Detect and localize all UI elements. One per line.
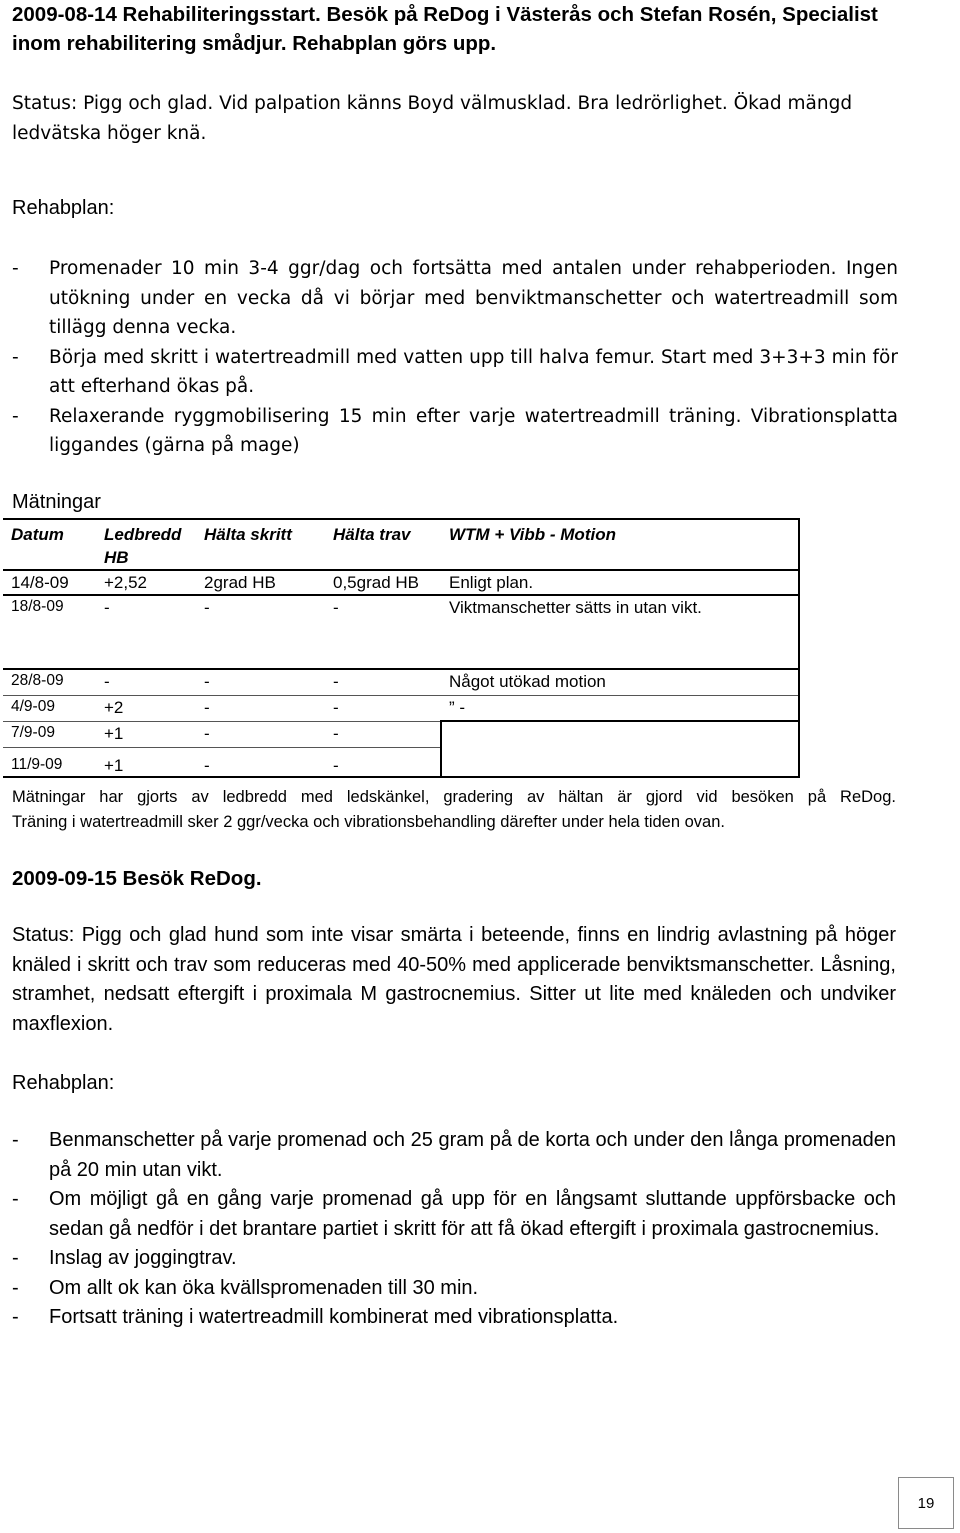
table-row [3,570,799,595]
table-cell [441,721,799,747]
table-cell: 14/8-09 [3,570,96,595]
rehabplan-item-text: Om möjligt gå en gång varje promenad gå upp för en långsamt sluttande uppförsbacke och sedan gå nedför i det brantare partiet i skritt för att få ökad eftergift i proximala gastrocnemius. [49,1188,896,1240]
entry-heading-2009-08-14: 2009-08-14 Rehabiliteringsstart. Besök på ReDog i Västerås och Stefan Rosén, Specialist inom rehabilitering smådjur. Rehabplan görs upp. [12,3,878,55]
rehabplan-item [12,1126,896,1185]
table-cell: Viktmanschetter sätts in utan vikt. [441,595,799,669]
rehabplan-label: Rehabplan: [12,1072,115,1094]
rehabplan-item [12,402,898,461]
list-dash: - [12,1306,19,1328]
rehabplan-item [12,1303,896,1333]
list-dash: - [12,1188,19,1210]
measurements-note-line: Mätningar har gjorts av ledbredd med ledskänkel, gradering av hältan är gjord vid besöken på ReDog. [12,788,896,806]
table-cell: 11/9-09 [3,747,96,777]
table-cell: +1 [96,747,196,777]
table-cell: Något utökad motion [441,669,799,695]
table-cell: +2,52 [96,570,196,595]
list-dash: - [12,1247,19,1269]
table-cell: Enligt plan. [441,570,799,595]
rehabplan-item-text: Börja med skritt i watertreadmill med vatten upp till halva femur. Start med 3+3+3 min för att efterhand ökas på. [49,346,898,397]
table-cell: - [96,595,196,669]
column-header-ledbredd: Ledbredd HB [96,519,196,570]
rehabplan-list [12,254,898,461]
entry-heading-2009-09-15: 2009-09-15 Besök ReDog. [12,867,262,890]
column-header-datum: Datum [3,519,96,570]
rehabplan-item [12,254,898,343]
rehabplan-item-text: Inslag av joggingtrav. [49,1247,237,1269]
table-cell: - [325,669,441,695]
rehabplan-item-text: Relaxerande ryggmobilisering 15 min efter varje watertreadmill träning. Vibrationsplatta liggandes (gärna på mage) [49,405,898,456]
table-cell: 2grad HB [196,570,325,595]
table-row [3,695,799,721]
table-cell: 7/9-09 [3,721,96,747]
table-cell: - [196,721,325,747]
measurements-note [12,785,896,835]
table-cell: - [196,747,325,777]
entry-status-text: Status: Pigg och glad hund som inte visar smärta i beteende, finns en lindrig avlastning på höger knäled i skritt och trav som reduceras med 40-50% med applicerade benviktsmanschetter. Låsning, stramhet, nedsatt eftergift i proximala M gastrocnemius. Sitter ut lite med knäleden och undviker maxflexion. [12,924,896,1035]
table-cell: ” - [441,695,799,721]
table-cell: - [325,747,441,777]
list-dash: - [12,1276,19,1299]
column-header-wtm: WTM + Vibb - Motion [441,519,799,570]
table-row [3,721,799,747]
table-row [3,747,799,777]
table-cell: - [196,695,325,721]
table-cell: - [96,669,196,695]
table-cell: - [196,595,325,669]
table-cell: +1 [96,721,196,747]
page-number: 19 [898,1477,954,1529]
list-dash: - [12,346,19,368]
table-cell: - [325,695,441,721]
table-cell: 4/9-09 [3,695,96,721]
rehabplan-item [12,1244,896,1274]
rehabplan-item [12,343,898,402]
table-cell: - [196,669,325,695]
rehabplan-label: Rehabplan: [12,197,115,219]
table-cell: +2 [96,695,196,721]
column-header-halta-trav: Hälta trav [325,519,441,570]
list-dash: - [12,405,19,427]
measurements-table [3,518,800,778]
list-dash: - [12,258,19,279]
table-cell: - [325,595,441,669]
entry-status-text: Status: Pigg och glad. Vid palpation känns Boyd välmusklad. Bra ledrörlighet. Ökad mängd ledvätska höger knä. [12,93,853,144]
rehabplan-item [12,1185,896,1244]
table-cell: 18/8-09 [3,595,96,669]
column-header-halta-skritt: Hälta skritt [196,519,325,570]
table-cell: 28/8-09 [3,669,96,695]
table-row [3,669,799,695]
rehabplan-item-text: Om allt ok kan öka kvällspromenaden till 30 min. [49,1276,479,1299]
rehabplan-item-text: Fortsatt träning i watertreadmill kombinerat med vibrationsplatta. [49,1306,619,1328]
table-cell: - [325,721,441,747]
rehabplan-item-text: Benmanschetter på varje promenad och 25 gram på de korta och under den långa promenaden på 20 min utan vikt. [49,1129,896,1181]
rehabplan-list [12,1126,896,1333]
rehabplan-item-text: Promenader 10 min 3-4 ggr/dag och fortsätta med antalen under rehabperioden. Ingen utökning under en vecka då vi börjar med benviktmanschetter och watertreadmill som tillägg denna vecka. [49,258,898,338]
measurements-note-line: Träning i watertreadmill sker 2 ggr/vecka och vibrationsbehandling därefter under hela tiden ovan. [12,813,725,831]
table-header-row [3,519,799,570]
table-cell: 0,5grad HB [325,570,441,595]
list-dash: - [12,1129,19,1151]
table-row [3,595,799,669]
table-cell [441,747,799,777]
rehabplan-item [12,1274,896,1304]
measurements-title: Mätningar [12,491,101,513]
